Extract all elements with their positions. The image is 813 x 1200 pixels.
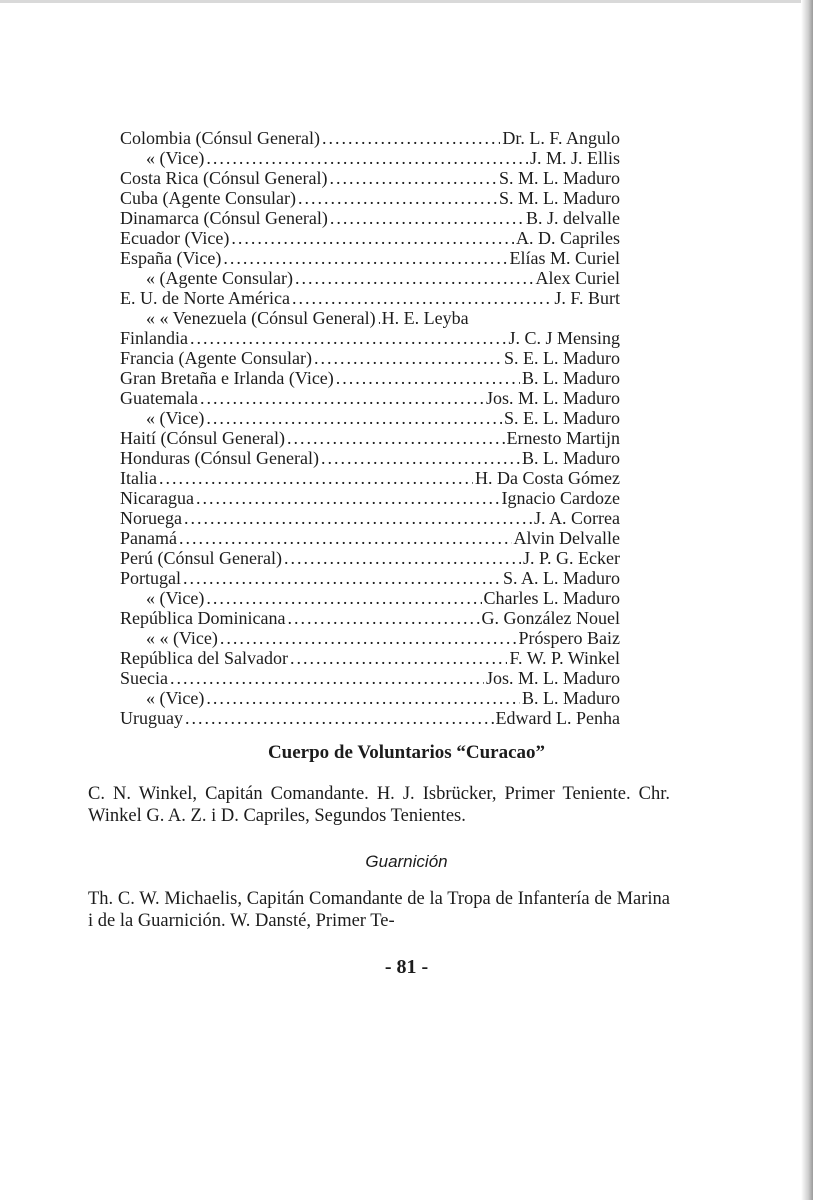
list-item: República Dominicana ..... G. González Nouel: [120, 608, 620, 628]
list-item: « « (Vice) ..... Próspero Baiz: [120, 628, 620, 648]
paragraph-voluntarios: C. N. Winkel, Capitán Comandante. H. J. Isbrücker, Primer Teniente. Chr. Winkel G. A. Z. i D. Capriles, Segundos Tenientes.: [88, 784, 670, 826]
list-item: Suecia ..... Jos. M. L. Maduro: [120, 668, 620, 688]
list-item: Guatemala ..... Jos. M. L. Maduro: [120, 388, 620, 408]
list-item: « « Venezuela (Cónsul General) ..... H. E. Leyba: [120, 308, 620, 328]
list-item: Cuba (Agente Consular) ..... S. M. L. Maduro: [120, 188, 620, 208]
list-item: Colombia (Cónsul General) ..... Dr. L. F. Angulo: [120, 128, 620, 148]
paragraph-guarnicion: Th. C. W. Michaelis, Capitán Comandante de la Tropa de Infantería de Marina i de la Guarnición. W. Dansté, Primer Te-: [88, 889, 670, 931]
list-item: Gran Bretaña e Irlanda (Vice) ..... B. L. Maduro: [120, 368, 620, 388]
section-heading-voluntarios: Cuerpo de Voluntarios “Curacao”: [267, 742, 546, 763]
list-item: « (Agente Consular) ..... Alex Curiel: [120, 268, 620, 288]
list-item: Finlandia ..... J. C. J Mensing: [120, 328, 620, 348]
list-item: « (Vice) ..... B. L. Maduro: [120, 688, 620, 708]
list-item: Uruguay ..... Edward L. Penha: [120, 708, 620, 728]
list-item: Haití (Cónsul General) ..... Ernesto Martijn: [120, 428, 620, 448]
list-item: Portugal ..... S. A. L. Maduro: [120, 568, 620, 588]
list-item: Costa Rica (Cónsul General) ..... S. M. L. Maduro: [120, 168, 620, 188]
list-item: « (Vice) ..... Charles L. Maduro: [120, 588, 620, 608]
list-item: Francia (Agente Consular) ..... S. E. L. Maduro: [120, 348, 620, 368]
list-item: E. U. de Norte América ..... J. F. Burt: [120, 288, 620, 308]
list-item: Italia ..... H. Da Costa Gómez: [120, 468, 620, 488]
list-item: Dinamarca (Cónsul General) ..... B. J. delvalle: [120, 208, 620, 228]
list-item: Panamá ..... Alvin Delvalle: [120, 528, 620, 548]
list-item: « (Vice) ..... S. E. L. Maduro: [120, 408, 620, 428]
page-number: - 81 -: [384, 956, 429, 978]
section-heading-guarnicion: Guarnición: [365, 852, 448, 871]
list-item: Noruega ..... J. A. Correa: [120, 508, 620, 528]
list-item: Perú (Cónsul General) ..... J. P. G. Ecker: [120, 548, 620, 568]
list-item: Honduras (Cónsul General) ..... B. L. Maduro: [120, 448, 620, 468]
list-item: España (Vice) ..... Elías M. Curiel: [120, 248, 620, 268]
list-item: Nicaragua ..... Ignacio Cardoze: [120, 488, 620, 508]
list-item: República del Salvador ..... F. W. P. Winkel: [120, 648, 620, 668]
list-item: Ecuador (Vice) ..... A. D. Capriles: [120, 228, 620, 248]
list-item: « (Vice) ..... J. M. J. Ellis: [120, 148, 620, 168]
